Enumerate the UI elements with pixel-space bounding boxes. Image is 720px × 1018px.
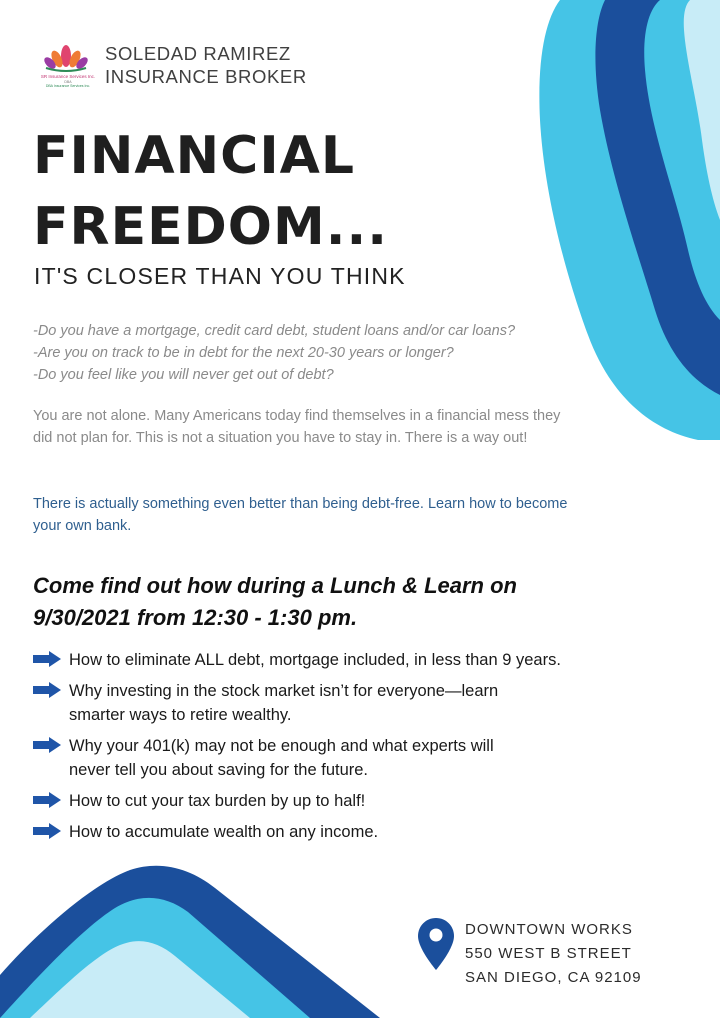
list-item <box>33 820 673 844</box>
broker-name: SOLEDAD RAMIREZ <box>105 43 291 64</box>
list-item <box>33 679 673 727</box>
list-item <box>33 648 673 672</box>
logo-dba: DBA <box>64 80 72 84</box>
arrow-right-icon <box>33 823 61 839</box>
intro-paragraph: You are not alone. Many Americans today find themselves in a financial mess they did not plan for. This is not a situation you have to stay in. There is a way out! <box>33 408 561 446</box>
arrow-right-icon <box>33 651 61 667</box>
question-item: -Are you on track to be in debt for the next 20-30 years or longer? <box>33 345 454 361</box>
event-line1: Come find out how during a Lunch & Learn on <box>33 573 517 598</box>
broker-title: INSURANCE BROKER <box>105 66 307 87</box>
broker-block <box>105 42 307 88</box>
street-address: 550 WEST B STREET <box>465 945 632 962</box>
headline-line1: FINANCIAL <box>33 126 356 186</box>
list-item <box>33 789 673 813</box>
list-item-text: Why your 401(k) may not be enough and what experts will never tell you about saving for the future. <box>69 737 494 779</box>
lotus-flower-icon <box>36 42 96 74</box>
venue-name: DOWNTOWN WORKS <box>465 921 633 938</box>
address-block <box>465 918 642 990</box>
questions-list <box>33 320 515 386</box>
arrow-right-icon <box>33 682 61 698</box>
city-state-zip: SAN DIEGO, CA 92109 <box>465 969 642 986</box>
arrow-right-icon <box>33 792 61 808</box>
highlight-paragraph: There is actually something even better than being debt-free. Learn how to become your own bank. <box>33 496 568 534</box>
logo-company-name: SR Insurance Services Inc. <box>40 74 96 79</box>
arrow-right-icon <box>33 737 61 753</box>
headline-line2: FREEDOM... <box>33 197 388 257</box>
list-item-text: How to cut your tax burden by up to half! <box>69 792 366 810</box>
question-item: -Do you have a mortgage, credit card debt, student loans and/or car loans? <box>33 323 516 339</box>
list-item-text: Why investing in the stock market isn’t for everyone—learn smarter ways to retire wealthy. <box>69 682 499 724</box>
headline <box>33 121 388 263</box>
event-heading <box>33 570 517 634</box>
logo-dba-name: DBA Insurance Services Inc. <box>45 84 91 88</box>
benefits-list <box>33 648 673 851</box>
list-item <box>33 734 673 782</box>
map-pin-icon <box>418 918 454 970</box>
subheadline: IT'S CLOSER THAN YOU THINK <box>34 263 406 289</box>
event-line2: 9/30/2021 from 12:30 - 1:30 pm. <box>33 605 358 630</box>
list-item-text: How to eliminate ALL debt, mortgage included, in less than 9 years. <box>69 651 561 669</box>
question-item: -Do you feel like you will never get out of debt? <box>33 367 334 383</box>
list-item-text: How to accumulate wealth on any income. <box>69 823 379 841</box>
